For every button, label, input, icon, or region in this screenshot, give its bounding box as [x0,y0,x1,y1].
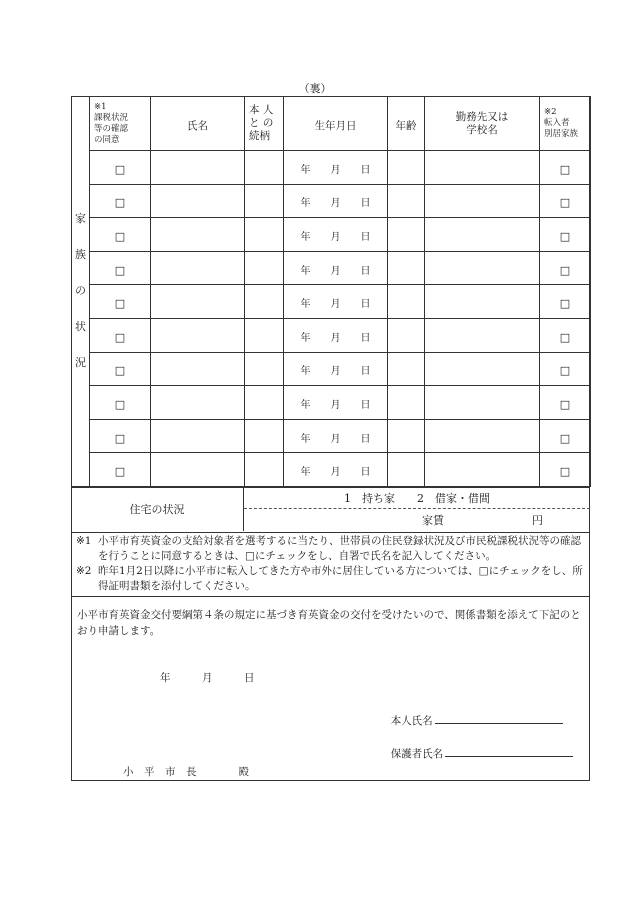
relation-cell[interactable] [245,251,284,285]
birthdate-cell-text: 年 月 日 [300,332,371,344]
consent-header-line: 課税状況 [94,112,129,123]
consent-checkbox[interactable] [90,251,151,285]
name-cell[interactable] [151,419,245,453]
birthdate-cell-text: 年 月 日 [300,433,371,445]
transfer-checkbox[interactable] [540,352,591,386]
side-label-char: 況 [75,356,86,370]
table-row [72,419,591,453]
rent-field[interactable] [244,509,590,531]
consent-checkbox[interactable] [90,285,151,319]
transfer-checkbox[interactable] [540,386,591,420]
age-cell[interactable] [388,453,425,487]
consent-header-line: ※1 [94,101,107,112]
consent-checkbox-text: □ [114,162,126,176]
workplace-header-line: 学校名 [466,123,498,136]
side-label-char: 家 [75,212,86,226]
relation-cell[interactable] [245,318,284,352]
transfer-checkbox-text: □ [559,364,571,378]
application-date-field[interactable]: 年 月 日 [160,672,255,684]
birthdate-cell[interactable] [284,251,388,285]
workplace-column-header [425,97,540,151]
notes-top-border [71,532,590,533]
table-header-row [72,97,591,151]
consent-checkbox-text: □ [114,297,126,311]
transfer-checkbox[interactable] [540,151,591,185]
transfer-header-line: ※2 [544,107,557,117]
application-statement: 小平市育英資金交付要綱第４条の規定に基づき育英資金の交付を受けたいので、関係書類を添えて下記のとおり申請します。 [77,609,581,637]
consent-checkbox[interactable] [90,151,151,185]
guardian-name-label: 保護者氏名 [390,748,444,760]
consent-checkbox-text: □ [114,263,126,277]
workplace-cell[interactable] [425,285,540,319]
birthdate-cell-text: 年 月 日 [300,366,371,378]
consent-checkbox-text: □ [114,229,126,243]
transfer-header-line: 転入者 [544,118,570,128]
workplace-cell[interactable] [425,352,540,386]
name-cell[interactable] [151,386,245,420]
age-cell[interactable] [388,218,425,252]
relation-header-line: 続柄 [249,130,270,142]
age-cell[interactable] [388,318,425,352]
applicant-signature-field[interactable] [384,701,563,728]
transfer-checkbox-text: □ [559,162,571,176]
workplace-cell[interactable] [425,419,540,453]
side-label-char: 状 [75,320,86,334]
birthdate-cell-text: 年 月 日 [300,467,371,479]
birthdate-cell-text: 年 月 日 [300,164,371,176]
consent-checkbox-text: □ [114,431,126,445]
side-label-char: 族 [75,248,86,262]
footnote-1-text: 小平市育英資金の支給対象者を選考するに当たり、世帯員の住民登録状況及び市民税課税状況等の確認を行うことに同意するときは、□にチェックをし、自署で氏名を記入してください。 [98,535,581,562]
name-cell[interactable] [151,184,245,218]
table-row [72,251,591,285]
transfer-checkbox[interactable] [540,251,591,285]
name-cell[interactable] [151,318,245,352]
footnote-1 [76,534,588,564]
consent-checkbox[interactable] [90,453,151,487]
workplace-cell[interactable] [425,318,540,352]
consent-checkbox-text: □ [114,196,126,210]
side-label-char: の [75,284,86,298]
transfer-checkbox-text: □ [559,330,571,344]
birthdate-cell[interactable] [284,184,388,218]
birthdate-cell[interactable] [284,352,388,386]
relation-cell[interactable] [245,352,284,386]
housing-status-label: 住宅の状況 [71,487,244,531]
relation-cell[interactable] [245,151,284,185]
housing-type-options[interactable]: 1 持ち家 2 借家・借間 [244,487,590,509]
footnote-2-text: 昨年1月2日以降に小平市に転入してきた方や市外に居住している方については、□にチェックをし、所得証明書類を添付してください。 [98,565,583,592]
relation-header-line: 本 人 [249,104,274,116]
transfer-checkbox[interactable] [540,318,591,352]
name-cell[interactable] [151,218,245,252]
workplace-cell[interactable] [425,251,540,285]
age-cell[interactable] [388,352,425,386]
table-row [72,184,591,218]
age-cell[interactable] [388,386,425,420]
guardian-name-line[interactable] [445,746,573,757]
birthdate-cell[interactable] [284,386,388,420]
consent-checkbox-text: □ [114,465,126,479]
table-row [72,386,591,420]
table-row [72,352,591,386]
workplace-cell[interactable] [425,386,540,420]
transfer-checkbox[interactable] [540,184,591,218]
applicant-name-label: 本人氏名 [390,715,433,727]
family-status-side-label [72,97,90,487]
age-cell[interactable] [388,184,425,218]
transfer-checkbox-text: □ [559,196,571,210]
footnotes [76,534,588,594]
family-status-table [71,96,591,487]
housing-top-border [71,487,590,488]
name-cell[interactable] [151,285,245,319]
rent-label: 家賃 [422,514,444,527]
transfer-checkbox[interactable] [540,419,591,453]
consent-column-header [90,97,151,151]
table-row [72,453,591,487]
page-side-label: （裏） [298,82,332,95]
rent-unit: 円 [532,514,543,527]
birthdate-column-header: 生年月日 [284,97,388,151]
birthdate-cell-text: 年 月 日 [300,399,371,411]
name-cell[interactable] [151,453,245,487]
transfer-checkbox-text: □ [559,465,571,479]
guardian-signature-field[interactable] [384,734,573,761]
age-cell[interactable] [388,251,425,285]
name-cell[interactable] [151,251,245,285]
footnote-2-mark: ※2 [76,565,92,577]
transfer-checkbox-text: □ [559,263,571,277]
age-cell[interactable] [388,151,425,185]
transfer-checkbox[interactable] [540,453,591,487]
table-row [72,285,591,319]
age-cell[interactable] [388,285,425,319]
consent-checkbox[interactable] [90,419,151,453]
consent-checkbox-text: □ [114,397,126,411]
consent-header-line: 等の確認 [94,123,129,134]
consent-checkbox[interactable] [90,184,151,218]
name-cell[interactable] [151,151,245,185]
age-cell[interactable] [388,419,425,453]
housing-status-section [71,487,590,531]
birthdate-cell[interactable] [284,453,388,487]
consent-checkbox-text: □ [114,330,126,344]
transfer-checkbox-text: □ [559,397,571,411]
transfer-checkbox-text: □ [559,431,571,445]
transfer-checkbox[interactable] [540,285,591,319]
consent-checkbox[interactable] [90,218,151,252]
birthdate-cell[interactable] [284,218,388,252]
relation-cell[interactable] [245,218,284,252]
consent-header-line: の同意 [94,134,120,145]
consent-checkbox[interactable] [90,352,151,386]
workplace-header-line: 勤務先又は [455,110,509,123]
workplace-cell[interactable] [425,184,540,218]
birthdate-cell[interactable] [284,151,388,185]
workplace-cell[interactable] [425,151,540,185]
birthdate-cell[interactable] [284,419,388,453]
relation-header-line: と の [249,117,274,129]
relation-cell[interactable] [245,184,284,218]
consent-checkbox[interactable] [90,318,151,352]
birthdate-cell-text: 年 月 日 [300,265,371,277]
consent-checkbox-text: □ [114,364,126,378]
transfer-checkbox-text: □ [559,229,571,243]
workplace-cell[interactable] [425,218,540,252]
transfer-column-header [540,97,591,151]
transfer-checkbox-text: □ [559,297,571,311]
table-row [72,318,591,352]
birthdate-cell-text: 年 月 日 [300,231,371,243]
name-column-header: 氏名 [151,97,245,151]
relation-cell[interactable] [245,386,284,420]
transfer-header-line: 別居家族 [544,129,579,139]
birthdate-cell-text: 年 月 日 [300,198,371,210]
birthdate-cell[interactable] [284,318,388,352]
name-cell[interactable] [151,352,245,386]
birthdate-cell[interactable] [284,285,388,319]
footnote-2 [76,564,588,594]
footnote-1-mark: ※1 [76,535,92,547]
consent-checkbox[interactable] [90,386,151,420]
table-row [72,151,591,185]
notes-bottom-border [71,596,590,597]
transfer-checkbox[interactable] [540,218,591,252]
relation-column-header [245,97,284,151]
relation-cell[interactable] [245,419,284,453]
addressee-mayor: 小 平 市 長 殿 [123,766,249,778]
applicant-name-line[interactable] [435,713,563,724]
table-row [72,218,591,252]
relation-cell[interactable] [245,453,284,487]
age-column-header: 年齢 [388,97,425,151]
birthdate-cell-text: 年 月 日 [300,299,371,311]
workplace-cell[interactable] [425,453,540,487]
relation-cell[interactable] [245,285,284,319]
